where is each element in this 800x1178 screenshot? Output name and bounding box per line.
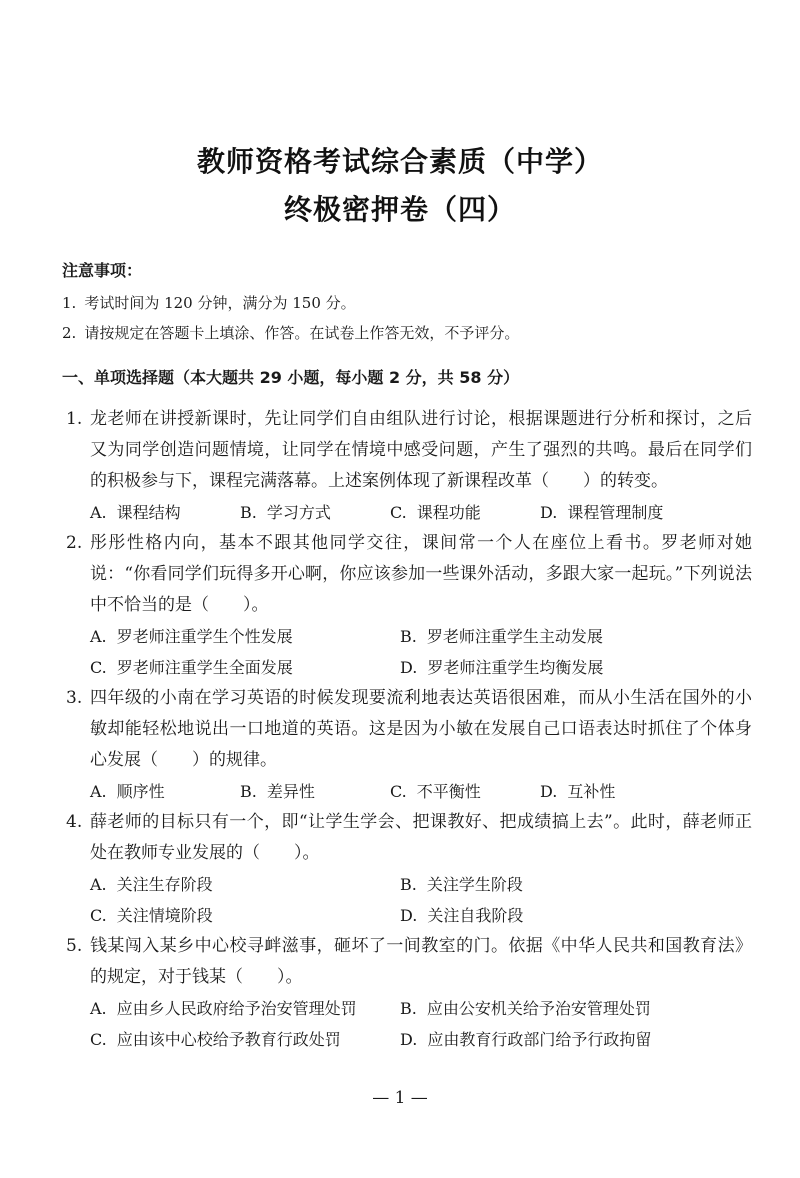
option-text: 关注自我阶段	[427, 906, 524, 925]
question-3	[62, 683, 752, 807]
option-text: 关注学生阶段	[426, 875, 523, 894]
option-text: 关注生存阶段	[116, 875, 213, 894]
option-letter: A.	[90, 627, 107, 646]
option-a	[90, 869, 400, 900]
option-b	[240, 776, 390, 807]
notice-item	[62, 288, 762, 318]
option-c	[390, 776, 540, 807]
option-row	[90, 869, 752, 900]
option-d	[400, 900, 710, 931]
question-stem	[62, 404, 752, 497]
option-text: 应由乡人民政府给予治安管理处罚	[116, 999, 357, 1018]
question-text: 四年级的小南在学习英语的时候发现要流利地表达英语很困难，而从小生活在国外的小敏却能轻松地说出一口地道的英语。这是因为小敏在发展自己口语表达时抓住了个体身心发展（ ）的规律。	[90, 688, 752, 770]
option-text: 应由教育行政部门给予行政拘留	[427, 1030, 652, 1049]
option-row	[90, 652, 752, 683]
option-text: 课程管理制度	[567, 503, 664, 522]
option-text: 应由该中心校给予教育行政处罚	[116, 1030, 341, 1049]
option-letter: B.	[400, 999, 417, 1018]
option-text: 罗老师注重学生全面发展	[116, 658, 293, 677]
option-list	[62, 869, 752, 931]
option-c	[90, 652, 400, 683]
option-row	[90, 993, 752, 1024]
question-number: 1.	[66, 409, 83, 429]
option-letter: D.	[400, 906, 418, 925]
option-a	[90, 776, 240, 807]
option-text: 关注情境阶段	[116, 906, 213, 925]
question-number: 5.	[66, 936, 83, 956]
option-letter: D.	[540, 503, 558, 522]
question-5	[62, 931, 752, 1055]
option-letter: B.	[240, 503, 257, 522]
option-d	[400, 1024, 710, 1055]
option-letter: D.	[540, 782, 558, 801]
option-letter: C.	[90, 1030, 107, 1049]
option-letter: A.	[90, 503, 107, 522]
title-line-1: 教师资格考试综合素质（中学）	[196, 145, 603, 178]
option-row	[90, 621, 752, 652]
option-letter: B.	[240, 782, 257, 801]
option-letter: C.	[390, 503, 407, 522]
question-stem	[62, 807, 752, 869]
question-4	[62, 807, 752, 931]
option-letter: C.	[90, 906, 107, 925]
option-d	[400, 652, 710, 683]
option-b	[240, 497, 390, 528]
notice-item-text: 请按规定在答题卡上填涂、作答。在试卷上作答无效，不予评分。	[84, 324, 520, 342]
option-letter: A.	[90, 999, 107, 1018]
option-text: 课程功能	[416, 503, 481, 522]
option-b	[400, 869, 710, 900]
question-stem	[62, 683, 752, 776]
option-text: 应由公安机关给予治安管理处罚	[426, 999, 651, 1018]
option-d	[540, 497, 690, 528]
title-line-2: 终极密押卷（四）	[283, 193, 516, 226]
notice-item	[62, 318, 762, 348]
option-b	[400, 621, 710, 652]
exam-title	[0, 138, 800, 234]
notice-item-text: 考试时间为 120 分钟，满分为 150 分。	[84, 294, 356, 312]
option-a	[90, 497, 240, 528]
option-list	[62, 497, 752, 528]
option-letter: C.	[390, 782, 407, 801]
option-letter: A.	[90, 782, 107, 801]
option-row	[90, 1024, 752, 1055]
option-c	[390, 497, 540, 528]
question-1	[62, 404, 752, 528]
option-a	[90, 621, 400, 652]
notice-section	[62, 258, 762, 348]
section-heading: 一、单项选择题（本大题共 29 小题，每小题 2 分，共 58 分）	[62, 368, 520, 387]
page-number: — 1 —	[372, 1088, 428, 1108]
question-2	[62, 528, 752, 683]
option-text: 顺序性	[116, 782, 165, 801]
option-list	[62, 993, 752, 1055]
question-list	[62, 404, 752, 1055]
question-number: 4.	[66, 812, 83, 832]
option-letter: D.	[400, 658, 418, 677]
notice-item-number: 2.	[62, 324, 77, 342]
option-letter: B.	[400, 875, 417, 894]
option-c	[90, 1024, 400, 1055]
question-number: 3.	[66, 688, 83, 708]
option-text: 罗老师注重学生均衡发展	[427, 658, 604, 677]
question-stem	[62, 931, 752, 993]
option-text: 学习方式	[266, 503, 331, 522]
notice-item-number: 1.	[62, 294, 77, 312]
option-text: 互补性	[567, 782, 616, 801]
option-text: 罗老师注重学生个性发展	[116, 627, 293, 646]
option-b	[400, 993, 710, 1024]
question-stem	[62, 528, 752, 621]
option-text: 课程结构	[116, 503, 181, 522]
option-letter: C.	[90, 658, 107, 677]
option-letter: A.	[90, 875, 107, 894]
option-list	[62, 776, 752, 807]
option-c	[90, 900, 400, 931]
option-row	[90, 776, 752, 807]
option-text: 差异性	[266, 782, 315, 801]
question-text: 彤彤性格内向，基本不跟其他同学交往，课间常一个人在座位上看书。罗老师对她说：“你看同学们玩得多开心啊，你应该参加一些课外活动，多跟大家一起玩。”下列说法中不恰当的是（ ）。	[90, 533, 752, 615]
question-text: 龙老师在讲授新课时，先让同学们自由组队进行讨论，根据课题进行分析和探讨，之后又为同学创造问题情境，让同学在情境中感受问题，产生了强烈的共鸣。最后在同学们的积极参与下，课程完满落幕。上述案例体现了新课程改革（ ）的转变。	[90, 409, 752, 491]
question-number: 2.	[66, 533, 83, 553]
option-row	[90, 497, 752, 528]
option-row	[90, 900, 752, 931]
option-list	[62, 621, 752, 683]
option-letter: B.	[400, 627, 417, 646]
notice-heading: 注意事项：	[62, 261, 143, 280]
question-text: 钱某闯入某乡中心校寻衅滋事，砸坏了一间教室的门。依据《中华人民共和国教育法》的规定，对于钱某（ ）。	[90, 936, 752, 987]
question-text: 薛老师的目标只有一个，即“让学生学会、把课教好、把成绩搞上去”。此时，薛老师正处在教师专业发展的（ ）。	[90, 812, 752, 863]
option-d	[540, 776, 690, 807]
option-text: 不平衡性	[416, 782, 481, 801]
option-letter: D.	[400, 1030, 418, 1049]
option-text: 罗老师注重学生主动发展	[426, 627, 603, 646]
option-a	[90, 993, 400, 1024]
